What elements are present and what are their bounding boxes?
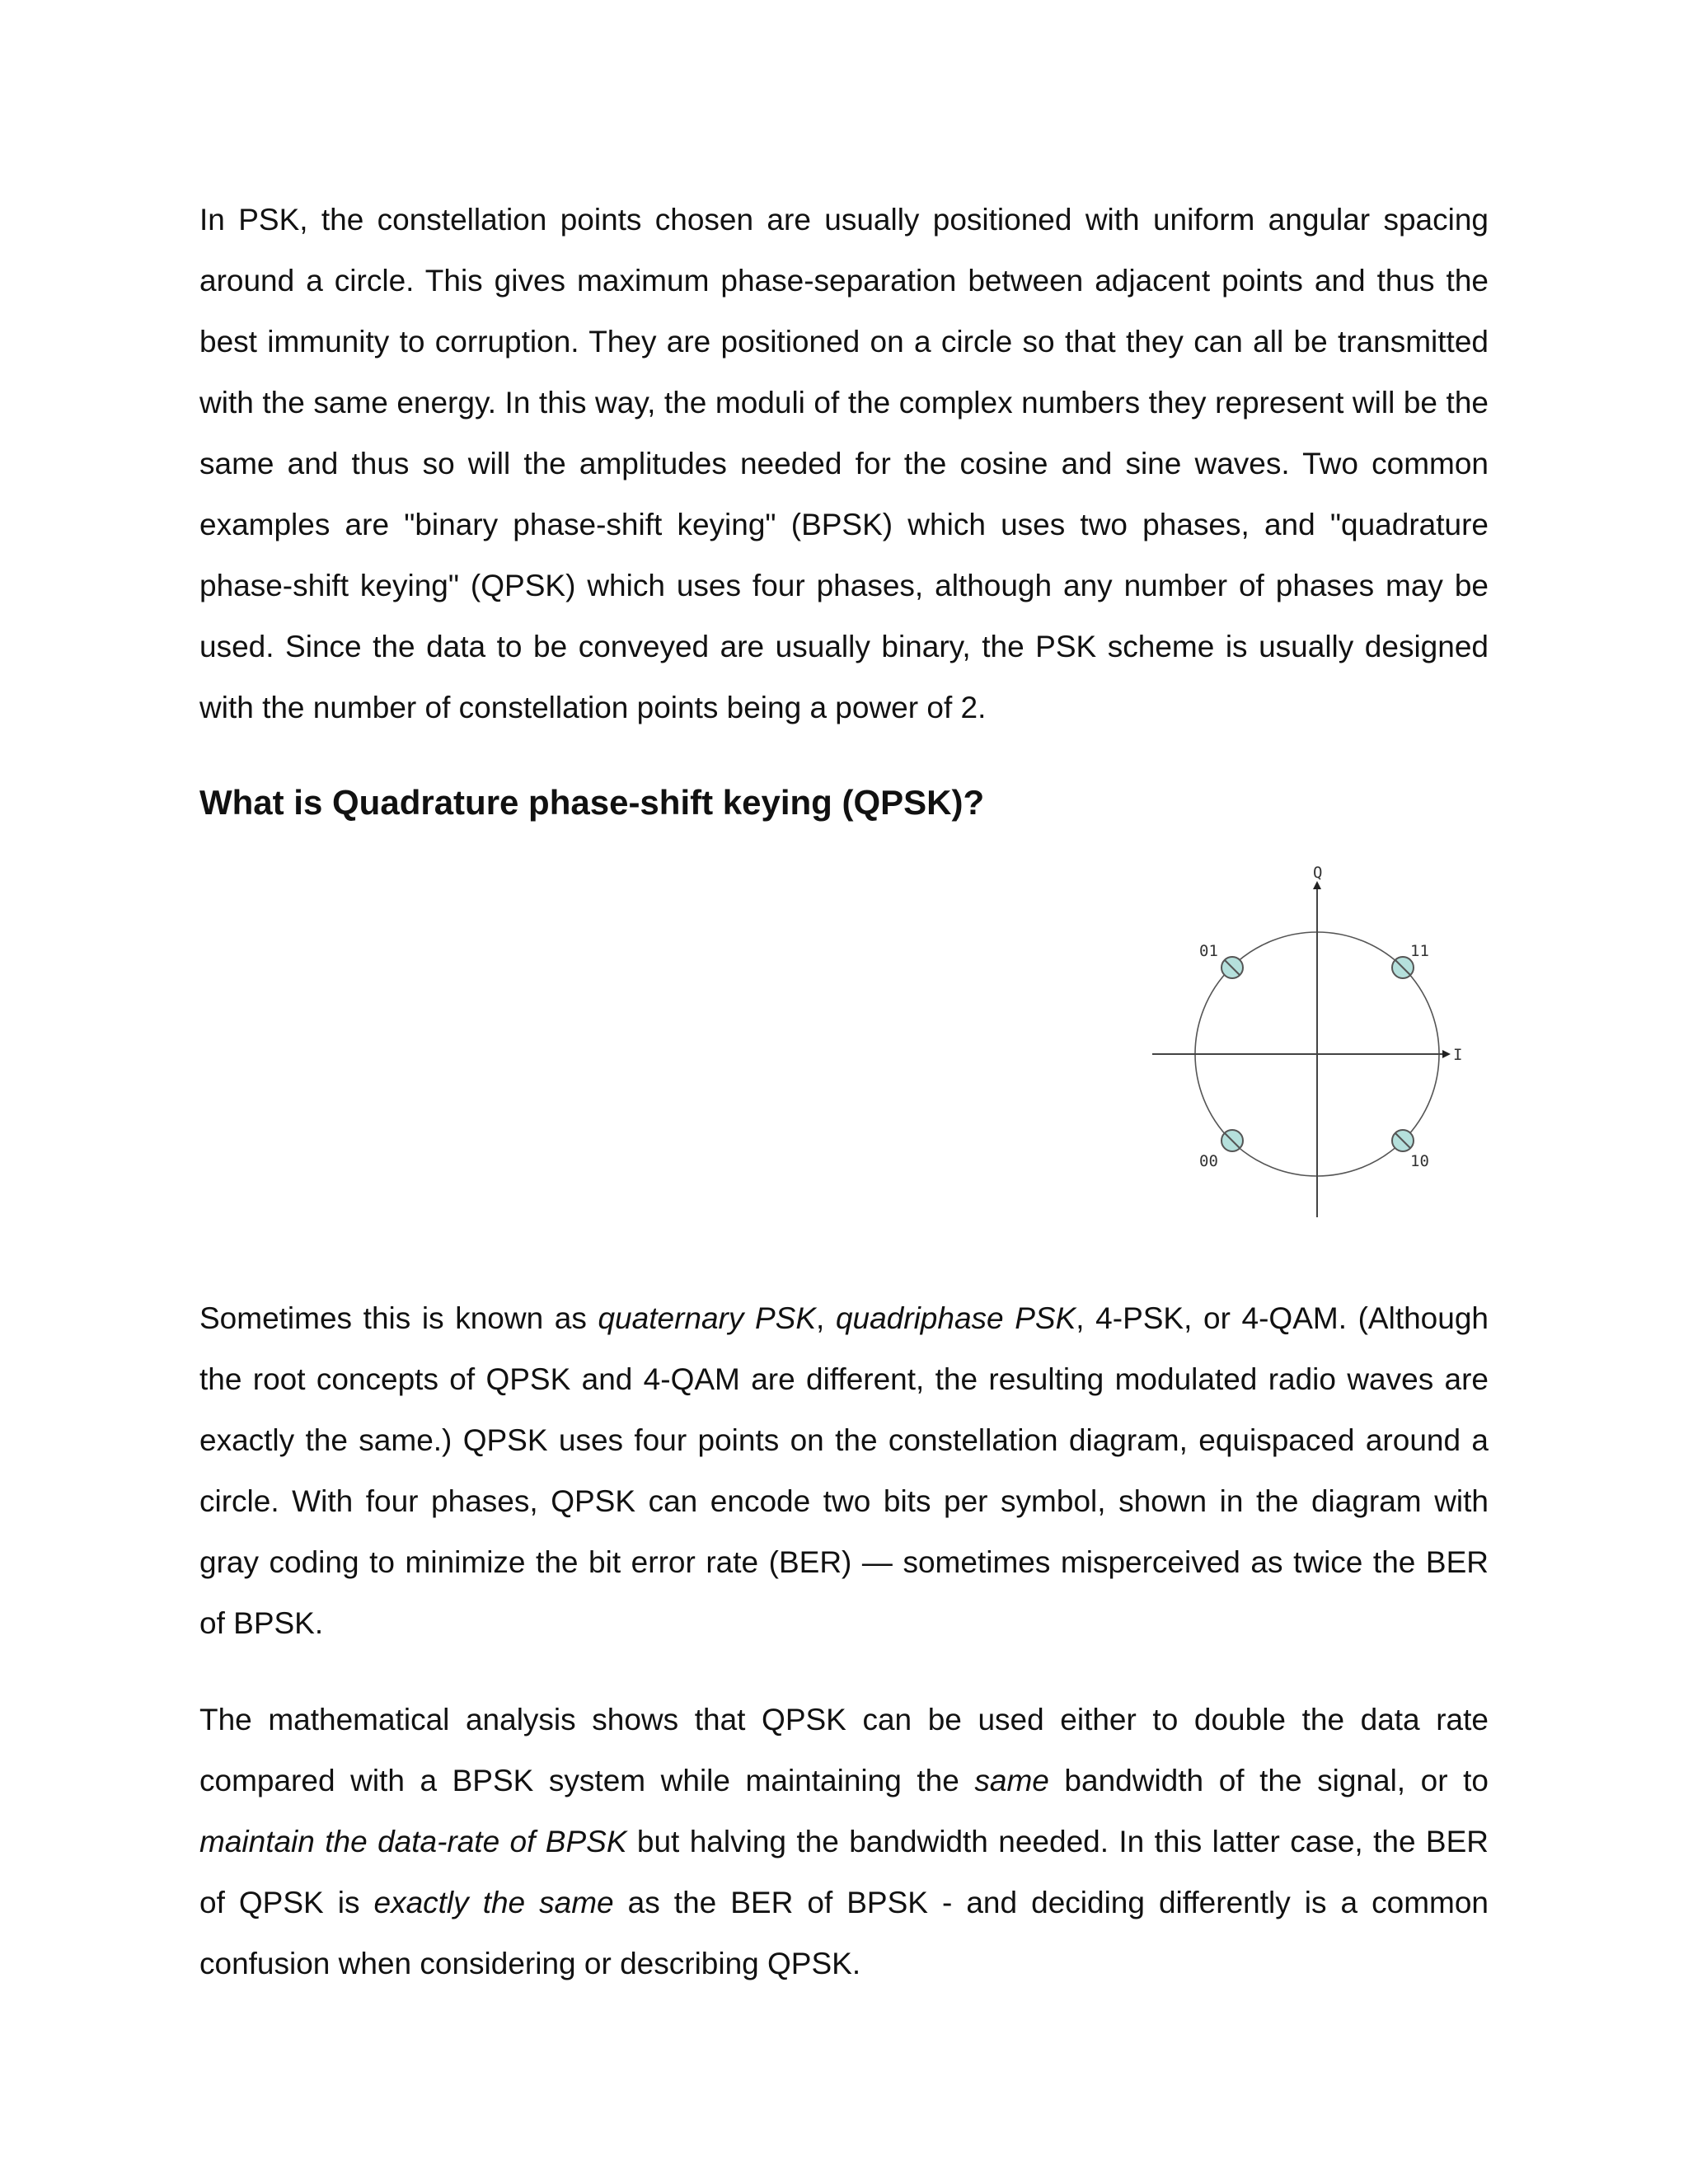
i-axis-label: I: [1453, 1046, 1463, 1064]
constellation-svg: [1146, 861, 1500, 1224]
constellation-point-10: [1392, 1130, 1414, 1151]
p3-italic-same: same: [974, 1764, 1049, 1797]
paragraph-qpsk-analysis: [199, 1690, 1489, 1994]
section-heading-qpsk: What is Quadrature phase-shift keying (QPSK)?: [199, 783, 985, 822]
qpsk-constellation-diagram: [1146, 861, 1500, 1224]
p3-text-2: bandwidth of the signal, or to: [1048, 1764, 1489, 1797]
p2-text-1: Sometimes this is known as: [199, 1301, 598, 1335]
q-axis-label: Q: [1313, 864, 1323, 882]
p3-italic-maintain: maintain the data-rate of BPSK: [199, 1825, 627, 1858]
point-label-01: 01: [1199, 942, 1218, 960]
p3-text-4: as the BER of BPSK - and deciding differently is a common confusion when considering or describing QPSK.: [199, 1886, 1489, 1980]
constellation-point-00: [1221, 1130, 1243, 1151]
p2-italic-quadriphase: quadriphase PSK: [835, 1301, 1076, 1335]
p3-text-1: The mathematical analysis shows that QPSK can be used either to double the data rate compared with a BPSK system while maintaining the: [199, 1703, 1489, 1797]
point-label-00: 00: [1199, 1152, 1218, 1170]
p2-italic-quaternary: quaternary PSK: [598, 1301, 817, 1335]
paragraph-psk-intro: [199, 190, 1489, 738]
point-label-11: 11: [1410, 942, 1429, 960]
p2-text-2: ,: [816, 1301, 836, 1335]
p3-text-3: but halving the bandwidth needed. In this latter case, the BER of QPSK is: [199, 1825, 1489, 1919]
constellation-point-01: [1221, 957, 1243, 978]
paragraph-qpsk-description: [199, 1288, 1489, 1654]
point-label-10: 10: [1410, 1152, 1429, 1170]
paragraph-psk-intro-text: In PSK, the constellation points chosen are usually positioned with uniform angular spacing around a circle. This gives maximum phase-separation between adjacent points and thus the best immunity to corruption. They are positioned on a circle so that they can all be transmitted with the same energy. In this way, the moduli of the complex numbers they represent will be the same and thus so will the amplitudes needed for the cosine and sine waves. Two common examples are "binary phase-shift keying" (BPSK) which uses two phases, and "quadrature phase-shift keying" (QPSK) which uses four phases, although any number of phases may be used. Since the data to be conveyed are usually binary, the PSK scheme is usually designed with the number of constellation points being a power of 2.: [199, 203, 1489, 724]
p3-italic-exactly: exactly the same: [373, 1886, 614, 1919]
p2-text-3: , 4-PSK, or 4-QAM. (Although the root concepts of QPSK and 4-QAM are different, the resulting modulated radio waves are exactly the same.) QPSK uses four points on the constellation diagram, equispaced around a circle. With four phases, QPSK can encode two bits per symbol, shown in the diagram with gray coding to minimize the bit error rate (BER) — sometimes misperceived as twice the BER of BPSK.: [199, 1301, 1489, 1640]
